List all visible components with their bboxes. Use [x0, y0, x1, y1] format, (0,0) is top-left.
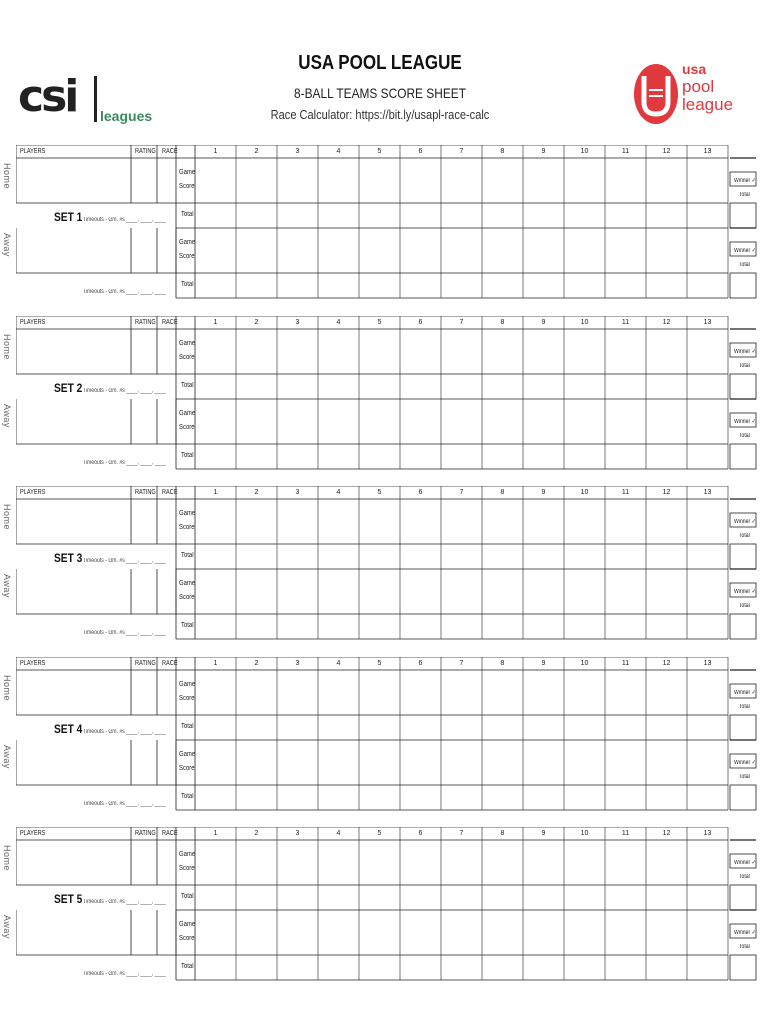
home-label: Home — [2, 845, 12, 872]
away-timeouts: Timeouts - Gm. #s ____, ____, ____ — [83, 289, 166, 295]
total-box[interactable] — [730, 203, 756, 228]
score-grid — [16, 145, 758, 310]
game-label: Game — [179, 239, 196, 246]
game-column-header: 3 — [295, 148, 300, 155]
score-set — [2, 316, 758, 481]
players-header: PLAYERS — [20, 489, 46, 496]
usa-logo-line-2: pool — [682, 77, 715, 96]
away-total-label: Total — [181, 281, 194, 288]
away-game-score-label — [179, 918, 195, 946]
away-total-box-label: Total — [739, 774, 750, 780]
total-box[interactable] — [730, 715, 756, 740]
game-column-header: 12 — [662, 830, 671, 837]
game-column-header: 2 — [254, 830, 259, 837]
game-label: Game — [179, 751, 196, 758]
game-column-header: 13 — [703, 489, 712, 496]
total-box[interactable] — [730, 614, 756, 639]
away-timeouts: Timeouts - Gm. #s ____, ____, ____ — [83, 971, 166, 977]
away-timeouts: Timeouts - Gm. #s ____, ____, ____ — [83, 630, 166, 636]
total-box[interactable] — [730, 374, 756, 399]
rating-header: RATING — [135, 148, 156, 155]
game-column-header: 9 — [541, 660, 546, 667]
game-column-header: 8 — [500, 489, 505, 496]
race-header: RACE — [162, 489, 178, 496]
game-column-header: 4 — [336, 660, 341, 667]
set-title: SET 2 — [54, 381, 83, 395]
game-column-header: 1 — [213, 148, 218, 155]
home-total-box-label: Total — [739, 363, 750, 369]
game-column-header: 1 — [213, 660, 218, 667]
game-column-header: 7 — [459, 830, 464, 837]
away-timeouts: Timeouts - Gm. #s ____, ____, ____ — [83, 801, 166, 807]
home-winner-label: Winner ✓ — [734, 519, 756, 525]
game-column-header: 6 — [418, 148, 423, 155]
away-label: Away — [2, 915, 12, 939]
game-column-header: 9 — [541, 489, 546, 496]
game-column-header: 7 — [459, 148, 464, 155]
game-label: Game — [179, 410, 196, 417]
home-total-label: Total — [181, 723, 194, 730]
game-column-header: 2 — [254, 489, 259, 496]
game-label: Game — [179, 681, 196, 688]
home-winner-label: Winner ✓ — [734, 860, 756, 866]
total-box[interactable] — [730, 544, 756, 569]
race-header: RACE — [162, 830, 178, 837]
home-game-score-label — [179, 337, 195, 365]
game-label: Game — [179, 340, 196, 347]
game-column-header: 3 — [295, 489, 300, 496]
game-column-header: 2 — [254, 319, 259, 326]
home-label: Home — [2, 504, 12, 531]
home-label: Home — [2, 334, 12, 361]
away-total-box-label: Total — [739, 262, 750, 268]
game-column-header: 7 — [459, 660, 464, 667]
away-label: Away — [2, 745, 12, 769]
page-header — [0, 0, 770, 140]
game-column-header: 3 — [295, 319, 300, 326]
set-title: SET 5 — [54, 892, 83, 906]
game-column-header: 11 — [621, 148, 630, 155]
players-header: PLAYERS — [20, 660, 46, 667]
away-game-score-label — [179, 236, 195, 264]
usa-pool-league-emblem-icon — [632, 56, 680, 132]
game-column-header: 6 — [418, 489, 423, 496]
page-subtitle: 8-BALL TEAMS SCORE SHEET — [294, 85, 466, 101]
home-winner-label: Winner ✓ — [734, 349, 756, 355]
rating-header: RATING — [135, 830, 156, 837]
home-total-box-label: Total — [739, 192, 750, 198]
total-box[interactable] — [730, 785, 756, 810]
game-column-header: 13 — [703, 319, 712, 326]
players-header: PLAYERS — [20, 319, 46, 326]
race-header: RACE — [162, 660, 178, 667]
game-column-header: 1 — [213, 489, 218, 496]
away-total-label: Total — [181, 793, 194, 800]
game-column-header: 6 — [418, 319, 423, 326]
away-total-label: Total — [181, 452, 194, 459]
away-timeouts: Timeouts - Gm. #s ____, ____, ____ — [83, 460, 166, 466]
score-label: Score — [179, 424, 195, 431]
home-winner-label: Winner ✓ — [734, 690, 756, 696]
home-total-label: Total — [181, 893, 194, 900]
game-column-header: 12 — [662, 489, 671, 496]
away-total-box-label: Total — [739, 603, 750, 609]
game-column-header: 5 — [377, 489, 382, 496]
csi-logo-bar — [94, 76, 97, 122]
away-label: Away — [2, 233, 12, 257]
away-winner-label: Winner ✓ — [734, 419, 756, 425]
score-grid — [16, 657, 758, 822]
away-total-box-label: Total — [739, 944, 750, 950]
game-column-header: 5 — [377, 830, 382, 837]
game-column-header: 7 — [459, 319, 464, 326]
home-timeouts: Timeouts - Gm. #s ____, ____, ____ — [83, 729, 166, 735]
home-game-score-label — [179, 678, 195, 706]
game-column-header: 13 — [703, 660, 712, 667]
usa-pool-league-logo — [632, 56, 742, 132]
score-label: Score — [179, 524, 195, 531]
game-column-header: 8 — [500, 660, 505, 667]
away-winner-label: Winner ✓ — [734, 589, 756, 595]
csi-logo-text: csi — [18, 71, 77, 122]
game-column-header: 5 — [377, 319, 382, 326]
score-set — [2, 827, 758, 992]
score-set — [2, 486, 758, 651]
away-total-label: Total — [181, 963, 194, 970]
game-label: Game — [179, 580, 196, 587]
away-winner-label: Winner ✓ — [734, 248, 756, 254]
game-column-header: 5 — [377, 148, 382, 155]
game-column-header: 9 — [541, 148, 546, 155]
players-header: PLAYERS — [20, 830, 46, 837]
set-title: SET 4 — [54, 722, 83, 736]
total-box[interactable] — [730, 885, 756, 910]
away-winner-label: Winner ✓ — [734, 930, 756, 936]
set-title: SET 3 — [54, 551, 83, 565]
total-box[interactable] — [730, 444, 756, 469]
home-label: Home — [2, 675, 12, 702]
game-column-header: 12 — [662, 319, 671, 326]
game-column-header: 2 — [254, 660, 259, 667]
race-header: RACE — [162, 148, 178, 155]
game-column-header: 5 — [377, 660, 382, 667]
game-column-header: 1 — [213, 830, 218, 837]
rating-header: RATING — [135, 319, 156, 326]
game-column-header: 4 — [336, 148, 341, 155]
game-column-header: 10 — [580, 319, 589, 326]
game-column-header: 9 — [541, 830, 546, 837]
home-total-box-label: Total — [739, 874, 750, 880]
home-game-score-label — [179, 848, 195, 876]
game-column-header: 8 — [500, 319, 505, 326]
game-column-header: 12 — [662, 148, 671, 155]
race-calculator-link[interactable]: Race Calculator: https://bit.ly/usapl-race-calc — [270, 107, 490, 122]
score-label: Score — [179, 354, 195, 361]
game-column-header: 4 — [336, 319, 341, 326]
score-grid — [16, 316, 758, 481]
home-timeouts: Timeouts - Gm. #s ____, ____, ____ — [83, 899, 166, 905]
home-total-label: Total — [181, 552, 194, 559]
away-winner-label: Winner ✓ — [734, 760, 756, 766]
total-box[interactable] — [730, 273, 756, 298]
game-column-header: 8 — [500, 148, 505, 155]
game-column-header: 4 — [336, 830, 341, 837]
game-label: Game — [179, 851, 196, 858]
game-column-header: 11 — [621, 660, 630, 667]
game-column-header: 10 — [580, 489, 589, 496]
home-total-label: Total — [181, 211, 194, 218]
csi-leagues-logo — [18, 71, 153, 132]
score-label: Score — [179, 765, 195, 772]
score-label: Score — [179, 935, 195, 942]
score-label: Score — [179, 594, 195, 601]
away-total-label: Total — [181, 622, 194, 629]
game-label: Game — [179, 169, 196, 176]
usa-logo-text — [682, 60, 733, 114]
game-column-header: 11 — [621, 830, 630, 837]
game-label: Game — [179, 510, 196, 517]
set-title: SET 1 — [54, 210, 83, 224]
away-game-score-label — [179, 748, 195, 776]
game-column-header: 8 — [500, 830, 505, 837]
total-box[interactable] — [730, 955, 756, 980]
score-label: Score — [179, 253, 195, 260]
game-column-header: 6 — [418, 660, 423, 667]
usa-logo-line-1: usa — [682, 61, 707, 77]
game-column-header: 3 — [295, 660, 300, 667]
game-column-header: 3 — [295, 830, 300, 837]
game-column-header: 4 — [336, 489, 341, 496]
title-block — [180, 52, 580, 122]
home-total-label: Total — [181, 382, 194, 389]
home-timeouts: Timeouts - Gm. #s ____, ____, ____ — [83, 217, 166, 223]
home-total-box-label: Total — [739, 704, 750, 710]
away-total-box-label: Total — [739, 433, 750, 439]
game-label: Game — [179, 921, 196, 928]
score-label: Score — [179, 865, 195, 872]
game-column-header: 9 — [541, 319, 546, 326]
race-header: RACE — [162, 319, 178, 326]
score-set — [2, 657, 758, 822]
game-column-header: 10 — [580, 148, 589, 155]
home-game-score-label — [179, 507, 195, 535]
home-label: Home — [2, 163, 12, 190]
score-label: Score — [179, 183, 195, 190]
score-grid — [16, 486, 758, 651]
away-game-score-label — [179, 577, 195, 605]
away-label: Away — [2, 404, 12, 428]
game-column-header: 10 — [580, 830, 589, 837]
game-column-header: 10 — [580, 660, 589, 667]
away-game-score-label — [179, 407, 195, 435]
rating-header: RATING — [135, 489, 156, 496]
away-label: Away — [2, 574, 12, 598]
game-column-header: 1 — [213, 319, 218, 326]
game-column-header: 6 — [418, 830, 423, 837]
home-timeouts: Timeouts - Gm. #s ____, ____, ____ — [83, 388, 166, 394]
game-column-header: 2 — [254, 148, 259, 155]
home-timeouts: Timeouts - Gm. #s ____, ____, ____ — [83, 558, 166, 564]
home-total-box-label: Total — [739, 533, 750, 539]
game-column-header: 11 — [621, 319, 630, 326]
csi-logo-leagues: leagues — [100, 108, 153, 124]
score-label: Score — [179, 695, 195, 702]
game-column-header: 13 — [703, 830, 712, 837]
game-column-header: 7 — [459, 489, 464, 496]
usa-logo-line-3: league — [682, 95, 734, 114]
players-header: PLAYERS — [20, 148, 46, 155]
rating-header: RATING — [135, 660, 156, 667]
game-column-header: 11 — [621, 489, 630, 496]
score-set — [2, 145, 758, 310]
home-winner-label: Winner ✓ — [734, 178, 756, 184]
home-game-score-label — [179, 166, 195, 194]
score-grid — [16, 827, 758, 992]
game-column-header: 13 — [703, 148, 712, 155]
page-title: USA POOL LEAGUE — [298, 52, 462, 74]
game-column-header: 12 — [662, 660, 671, 667]
